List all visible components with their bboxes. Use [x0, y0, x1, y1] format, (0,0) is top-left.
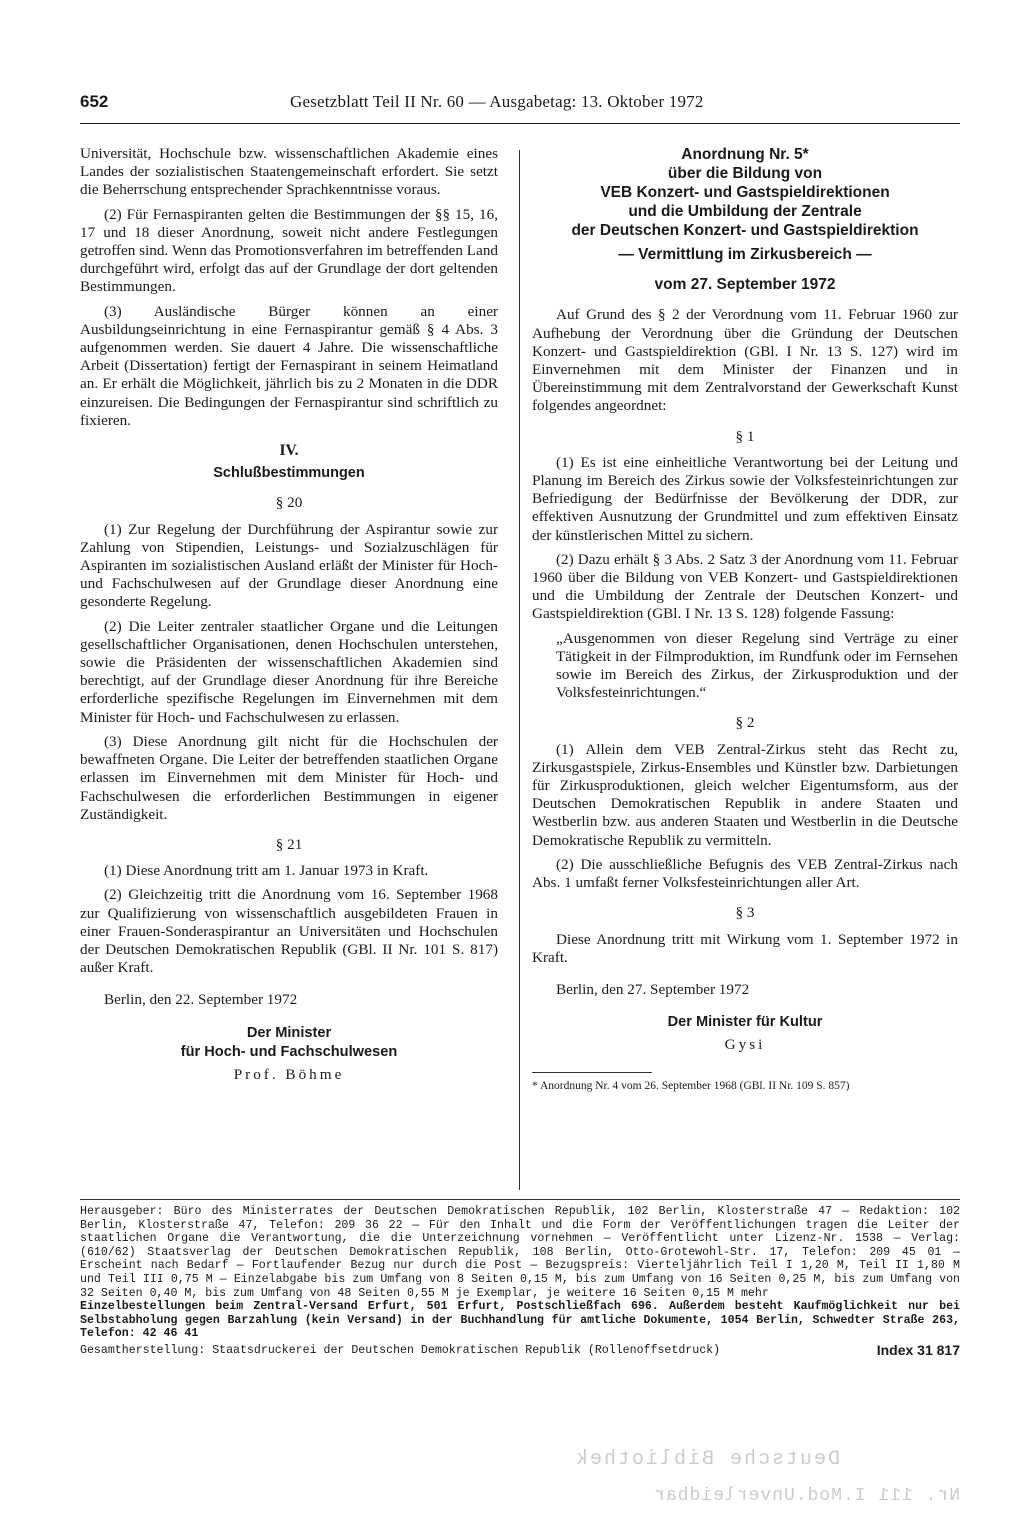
place-date: Berlin, den 22. September 1972 [104, 991, 298, 1009]
preamble: Auf Grund des § 2 der Verordnung vom 11. Februar 1960 zur Aufhebung der Verordnung über die Gründung der Deutschen Konzert- und Gastspieldirektion (GBl. I Nr. 13 S. 127) wird im Einvernehmen mit dem Minister der Finanzen und in Übereinstimmung mit dem Zentralvorstand der Gewerkschaft Kunst folgendes angeordnet: [532, 306, 958, 415]
part-title: Schlußbestimmungen [213, 465, 365, 482]
bleed-through-line: Deutsche Bibliothek [573, 1448, 840, 1471]
paragraph: (1) Diese Anordnung tritt am 1. Januar 1973 in Kraft. [104, 862, 429, 880]
ordinance-subtitle: — Vermittlung im Zirkusbereich — [618, 246, 872, 263]
paragraph: (2) Dazu erhält § 3 Abs. 2 Satz 3 der Anordnung vom 11. Februar 1960 über die Bildung von VEB Konzert- und Gastspieldirektionen und die Umbildung der Zentrale der Deutschen Konzert- und Gastspieldirektion (GBl. I Nr. 13 S. 128) folgende Fassung: [532, 550, 958, 623]
bleed-through-text [520, 1448, 960, 1518]
signatory-name: Gysi [724, 1036, 766, 1054]
quoted-text: „Ausgenommen von dieser Regelung sind Verträge zu einer Tätigkeit in der Filmproduktion, im Rundfunk oder im Fernsehen sowie im Bereich des Zirkus, der Zirkusproduktion und der Volksfesteinrichtungen.“ [556, 629, 958, 702]
paragraph: Diese Anordnung tritt mit Wirkung vom 1. September 1972 in Kraft. [532, 930, 958, 966]
page-header [80, 92, 960, 118]
ordinance-title: über die Bildung von [667, 165, 823, 182]
paragraph: (1) Zur Regelung der Durchführung der Aspirantur sowie zur Zahlung von Stipendien, Leistungs- und Sozialzuschlägen für Aspiranten im sozialistischen Ausland erläßt der Minister für Hoch- und Fachschulwesen auf der Grundlage dieser Anordnung eine gesonderte Regelung. [80, 520, 498, 611]
section-heading: § 21 [275, 835, 303, 853]
imprint-orders: Einzelbestellungen beim Zentral-Versand Erfurt, 501 Erfurt, Postschließfach 696. Außerdem besteht Kaufmöglichkeit nur bei Selbstabholung gegen Barzahlung (kein Versand) in der Buchhandlung für amtliche Dokumente, 1054 Berlin, Schwedter Straße 263, Telefon: 42 46 41 [80, 1300, 960, 1341]
ordinance-title: der Deutschen Konzert- und Gastspieldirektion [571, 222, 919, 239]
part-number: IV. [279, 442, 299, 460]
paragraph: (2) Die Leiter zentraler staatlicher Organe und die Leitungen gesellschaftlicher Organisationen, denen Hochschulen unterstehen, sowie die Präsidenten der wissenschaftlichen Akademien sind berechtigt, auf der Grundlage dieser Anordnung für ihre Bereiche erforderliche spezifische Regelungen im Einvernehmen mit dem Minister für Hoch- und Fachschulwesen zu erlassen. [80, 617, 498, 726]
signatory-title: Der Minister [246, 1024, 332, 1041]
ordinance-title: und die Umbildung der Zentrale [628, 203, 862, 220]
imprint-printer-row [80, 1341, 960, 1358]
left-column [80, 145, 498, 1084]
paragraph: (3) Diese Anordnung gilt nicht für die Hochschulen der bewaffneten Organe. Die Leiter der betreffenden staatlichen Organe erlassen im Einvernehmen mit dem Minister für Hoch- und Fachschulwesen die erforderlichen Bestimmungen in eigener Zuständigkeit. [80, 732, 498, 823]
column-divider [519, 150, 520, 1190]
footnote: * Anordnung Nr. 4 vom 26. September 1968 (GBl. II Nr. 109 S. 857) [532, 1080, 850, 1093]
imprint [80, 1205, 960, 1358]
paragraph: (1) Es ist eine einheitliche Verantwortung bei der Leitung und Planung im Bereich des Zirkus sowie der Volksfesteinrichtungen zur Befriedigung der Bedürfnisse der Bevölkerung der DDR, zur effektiven Ausnutzung der Grundmittel und zum effektiven Einsatz der künstlerischen Mittel zu sichern. [532, 453, 958, 544]
paragraph: (1) Allein dem VEB Zentral-Zirkus steht das Recht zu, Zirkusgastspiele, Zirkus-Ensembles und Künstler bzw. Darbietungen für Zirkusproduktionen, gleich welcher Eigentumsform, aus der Deutschen Demokratischen Republik in andere Staaten und Westberlin bzw. aus anderen Staaten und Westberlin in die Deutsche Demokratische Republik zu vermitteln. [532, 740, 958, 849]
paragraph: (2) Für Fernaspiranten gelten die Bestimmungen der §§ 15, 16, 17 und 18 dieser Anordnung, soweit nicht andere Festlegungen getroffen sind. Wenn das Promotionsverfahren im betreffenden Land durchgeführt wird, erfolgt das auf der Grundlage der dort geltenden Bestimmungen. [80, 205, 499, 296]
place-date: Berlin, den 27. September 1972 [556, 980, 750, 998]
right-column [532, 145, 958, 1093]
signatory-name: Prof. Böhme [233, 1065, 345, 1083]
bleed-through-line: Nr. 111 I.Mod.Unverleidbar [653, 1486, 960, 1506]
paragraph: (2) Die ausschließliche Befugnis des VEB Zentral-Zirkus nach Abs. 1 umfaßt ferner Volksfesteinrichtungen aller Art. [532, 855, 958, 892]
imprint-rule [80, 1199, 960, 1200]
page-number: 652 [80, 92, 109, 111]
section-heading: § 1 [735, 427, 755, 445]
imprint-printer: Gesamtherstellung: Staatsdruckerei der Deutschen Demokratischen Republik (Rollenoffsetdruck) [80, 1343, 721, 1357]
signatory-title: Der Minister für Kultur [667, 1014, 823, 1031]
ordinance-date: vom 27. September 1972 [654, 276, 836, 294]
running-head: Gesetzblatt Teil II Nr. 60 — Ausgabetag: 13. Oktober 1972 [290, 92, 704, 111]
paragraph: Universität, Hochschule bzw. wissenschaftlichen Akademie eines Landes der sozialistischen Staatengemeinschaft erfordert. Sie setzt die Beherrschung entsprechender Sprachkenntnisse voraus. [80, 145, 498, 199]
paragraph: (3) Ausländische Bürger können an einer Ausbildungseinrichtung in eine Fernaspirantur gemäß § 4 Abs. 3 aufgenommen werden. Sie dauert 4 Jahre. Die wissenschaftliche Arbeit (Dissertation) fertigt der Fernaspirant in seinem Heimatland an. Er erhält die Möglichkeit, jährlich bis zu 2 Monaten in die DDR einzureisen. Die Bedingungen der Fernaspirantur sind schriftlich zu fixieren. [80, 302, 498, 429]
signatory-title: für Hoch- und Fachschulwesen [180, 1043, 398, 1060]
section-heading: § 2 [735, 714, 755, 732]
ordinance-title: VEB Konzert- und Gastspieldirektionen [600, 184, 890, 201]
paragraph: (2) Gleichzeitig tritt die Anordnung vom 16. September 1968 zur Qualifizierung von wissenschaftlich ausgebildeten Frauen in einer Frauen-Sonderaspirantur an Universitäten und Hochschulen der Deutschen Demokratischen Republik (GBl. II Nr. 101 S. 817) außer Kraft. [80, 886, 498, 977]
section-heading: § 3 [735, 904, 755, 922]
footnote-rule [532, 1072, 652, 1073]
ordinance-title: Anordnung Nr. 5* [681, 146, 809, 163]
index-number: Index 31 817 [876, 1341, 960, 1358]
imprint-publisher: Herausgeber: Büro des Ministerrates der Deutschen Demokratischen Republik, 102 Berlin, Klosterstraße 47 — Redaktion: 102 Berlin, Klosterstraße 47, Telefon: 209 36 22 — Für den Inhalt und die Form der Veröffentlichungen tragen die Leiter der staatlichen Organe die Verantwortung, die die Unterzeichnung vornehmen — Veröffentlicht unter Lizenz-Nr. 1538 — Verlag: (610/62) Staatsverlag der Deutschen Demokratischen Republik, 108 Berlin, Otto-Grotewohl-Str. 17, Telefon: 209 45 01 — Erscheint nach Bedarf — Fortlaufender Bezug nur durch die Post — Bezugspreis: Vierteljährlich Teil I 1,20 M, Teil II 1,80 M und Teil III 0,75 M — Einzelabgabe bis zum Umfang von 8 Seiten 0,15 M, bis zum Umfang von 16 Seiten 0,25 M, bis zum Umfang von 32 Seiten 0,40 M, bis zum Umfang von 48 Seiten 0,55 M je Exemplar, je weitere 16 Seiten 0,15 M mehr [80, 1205, 960, 1300]
header-rule [80, 123, 960, 124]
section-heading: § 20 [275, 494, 303, 512]
